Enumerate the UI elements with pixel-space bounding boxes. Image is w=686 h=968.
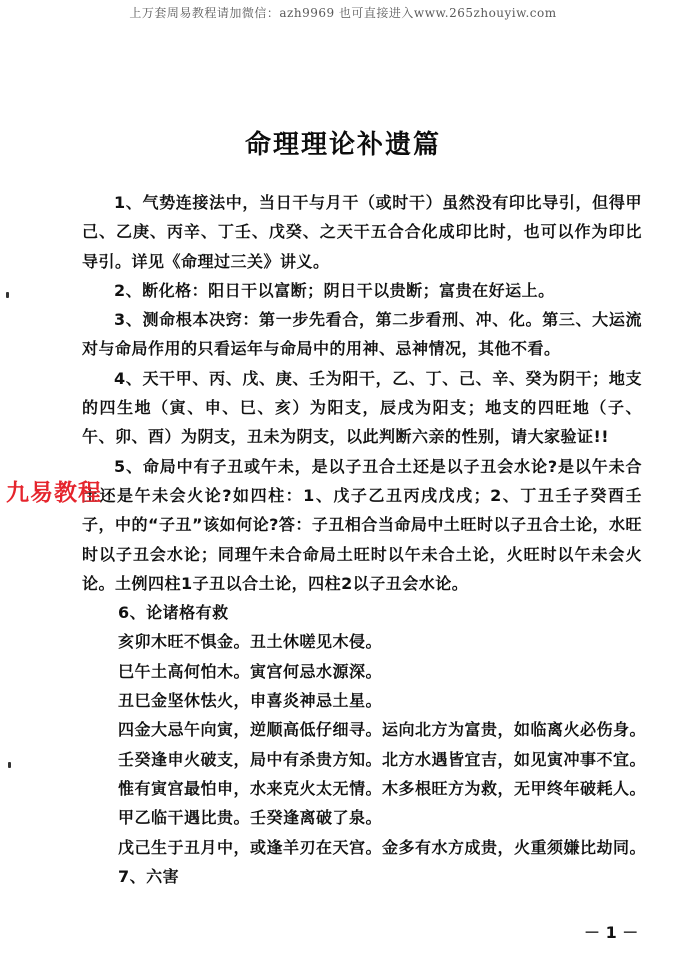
verse-line: 壬癸逢申火破支，局中有杀贵方知。北方水遇皆宜吉，如见寅冲事不宜。 [118,749,647,769]
page-title: 命理理论补遗篇 [244,130,441,160]
verse-line: 巳午土高何怕木。寅宫何忌水源深。 [118,661,383,681]
section-6-heading: 6、论诸格有救 [118,603,229,623]
paragraph-4: 4、天干甲、丙、戊、庚、壬为阳干，乙、丁、己、辛、癸为阴干；地支的四生地（寅、申、巳、亥）为阳支，辰戌为阳支；地支的四旺地（子、午、卯、酉）为阴支，丑未为阴支，以此判断六亲的性别，请大家验证!! [82,368,642,447]
document-body [82,188,647,891]
paragraph-2: 2、断化格：阳日干以富断；阴日干以贵断；富贵在好运上。 [114,280,555,300]
section-7-heading: 7、六害 [118,866,180,886]
verse-line: 惟有寅宫最怕申，水来克火太无情。木多根旺方为救，无甲终年破耗人。 [118,778,647,798]
scan-speck [6,292,9,298]
verse-line: 戊己生于丑月中，或逢羊刃在天宫。金多有水方成贵，火重须嫌比劫同。 [118,837,647,857]
watermark-logo: 九易教程 [6,480,102,506]
verse-line: 四金大忌午向寅，逆顺高低仔细寻。运向北方为富贵，如临离火必伤身。 [118,720,647,740]
page-number: － 1 － [584,923,639,942]
header-banner: 上万套周易教程请加微信：azh9969 也可直接进入www.265zhouyiw.com [129,6,557,20]
paragraph-5: 5、命局中有子丑或午未，是以子丑合土还是以子丑会水论?是以午未合土还是午未会火论?如四柱：1、戊子乙丑丙戌戊戌；2、丁丑壬子癸酉壬子，中的“子丑”该如何论?答：子丑相合当命局中土旺时以子丑合土论，水旺时以子丑会水论；同理午未合命局土旺时以午未合土论，火旺时以午未会火论。土例四柱1子丑以合土论，四柱2以子丑会水论。 [82,456,642,593]
verse-line: 丑巳金坚休怯火，申喜炎神忌土星。 [118,691,383,711]
paragraph-1: 1、气势连接法中，当日干与月干（或时干）虽然没有印比导引，但得甲己、乙庚、丙辛、丁壬、戊癸、之天干五合合化成印比时，也可以作为印比导引。详见《命理过三关》讲义。 [82,193,642,271]
verse-line: 甲乙临干遇比贵。壬癸逢离破了泉。 [118,808,383,828]
paragraph-3: 3、测命根本决窍：第一步先看合，第二步看刑、冲、化。第三、大运流对与命局作用的只看运年与命局中的用神、忌神情况，其他不看。 [82,310,642,359]
scan-speck [8,762,11,768]
verse-line: 亥卯木旺不惧金。丑土休嗟见木侵。 [118,632,383,652]
